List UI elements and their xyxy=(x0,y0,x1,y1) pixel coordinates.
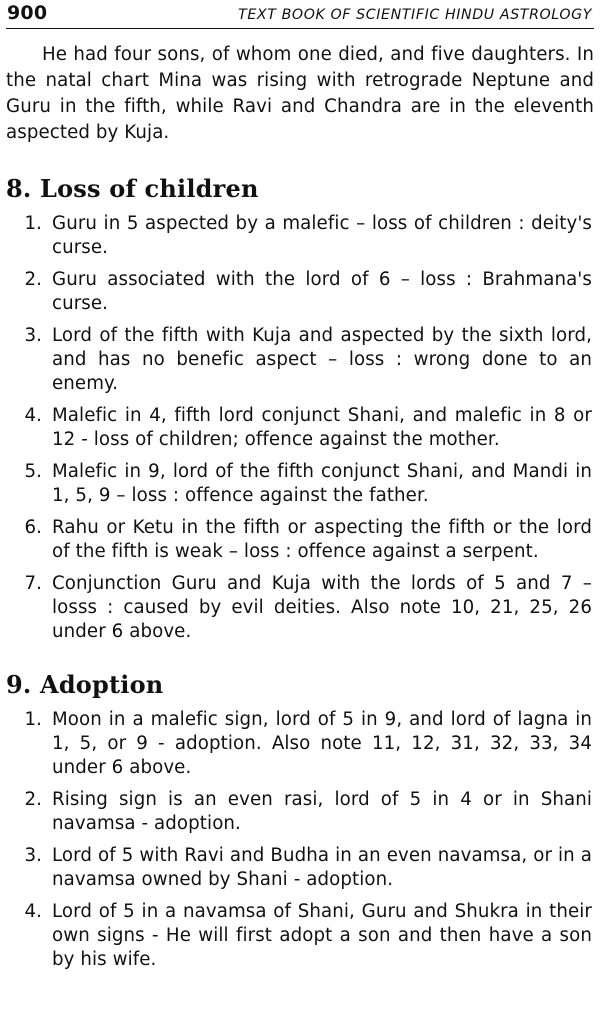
list-item xyxy=(6,788,594,836)
item-text: Conjunction Guru and Kuja with the lords of 5 and 7 – losss : caused by evil deities. Also note 10, 21, 25, 26 under 6 above. xyxy=(52,573,592,642)
item-text: Lord of the fifth with Kuja and aspected by the sixth lord, and has no benefic aspect – loss : wrong done to an enemy. xyxy=(52,325,592,394)
list-item xyxy=(6,708,594,780)
item-number: 3. xyxy=(24,325,42,346)
item-text: Guru associated with the lord of 6 – loss : Brahmana's curse. xyxy=(52,269,592,314)
list-item xyxy=(6,572,594,644)
intro-paragraph: He had four sons, of whom one died, and five daughters. In the natal chart Mina was rising with retrograde Neptune and Guru in the fifth, while Ravi and Chandra are in the eleventh aspected by Kuja. xyxy=(6,44,594,143)
item-number: 4. xyxy=(24,901,42,922)
item-text: Lord of 5 in a navamsa of Shani, Guru and Shukra in their own signs - He will first adopt a son and then have a son by his wife. xyxy=(52,901,592,970)
item-text: Rahu or Ketu in the fifth or aspecting the fifth or the lord of the fifth is weak – loss : offence against a serpent. xyxy=(52,517,592,562)
item-number: 2. xyxy=(24,269,42,290)
page-number: 900 xyxy=(7,2,48,24)
item-text: Lord of 5 with Ravi and Budha in an even navamsa, or in a navamsa owned by Shani - adoption. xyxy=(52,845,592,890)
item-text: Guru in 5 aspected by a malefic – loss of children : deity's curse. xyxy=(52,213,592,258)
rule-list-loss-of-children xyxy=(6,212,594,644)
item-number: 4. xyxy=(24,405,42,426)
item-number: 1. xyxy=(24,213,42,234)
section-heading-adoption: 9. Adoption xyxy=(6,670,164,699)
list-item xyxy=(6,212,594,260)
item-text: Rising sign is an even rasi, lord of 5 in 4 or in Shani navamsa - adoption. xyxy=(52,789,592,834)
list-item xyxy=(6,268,594,316)
list-item xyxy=(6,516,594,564)
item-number: 2. xyxy=(24,789,42,810)
rule-list-adoption xyxy=(6,708,594,972)
list-item xyxy=(6,324,594,396)
list-item xyxy=(6,460,594,508)
page-header xyxy=(6,0,594,29)
item-number: 1. xyxy=(24,709,42,730)
list-item xyxy=(6,404,594,452)
item-text: Malefic in 4, fifth lord conjunct Shani, and malefic in 8 or 12 - loss of children; offence against the mother. xyxy=(52,405,592,450)
item-number: 6. xyxy=(24,517,42,538)
item-number: 5. xyxy=(24,461,42,482)
item-number: 3. xyxy=(24,845,42,866)
list-item xyxy=(6,844,594,892)
item-text: Malefic in 9, lord of the fifth conjunct Shani, and Mandi in 1, 5, 9 – loss : offence against the father. xyxy=(52,461,592,506)
running-title: TEXT BOOK OF SCIENTIFIC HINDU ASTROLOGY xyxy=(238,7,592,23)
item-text: Moon in a malefic sign, lord of 5 in 9, and lord of lagna in 1, 5, or 9 - adoption. Also note 11, 12, 31, 32, 33, 34 under 6 above. xyxy=(52,709,592,778)
list-item xyxy=(6,900,594,972)
item-number: 7. xyxy=(24,573,42,594)
section-heading-loss-of-children: 8. Loss of children xyxy=(6,174,259,203)
